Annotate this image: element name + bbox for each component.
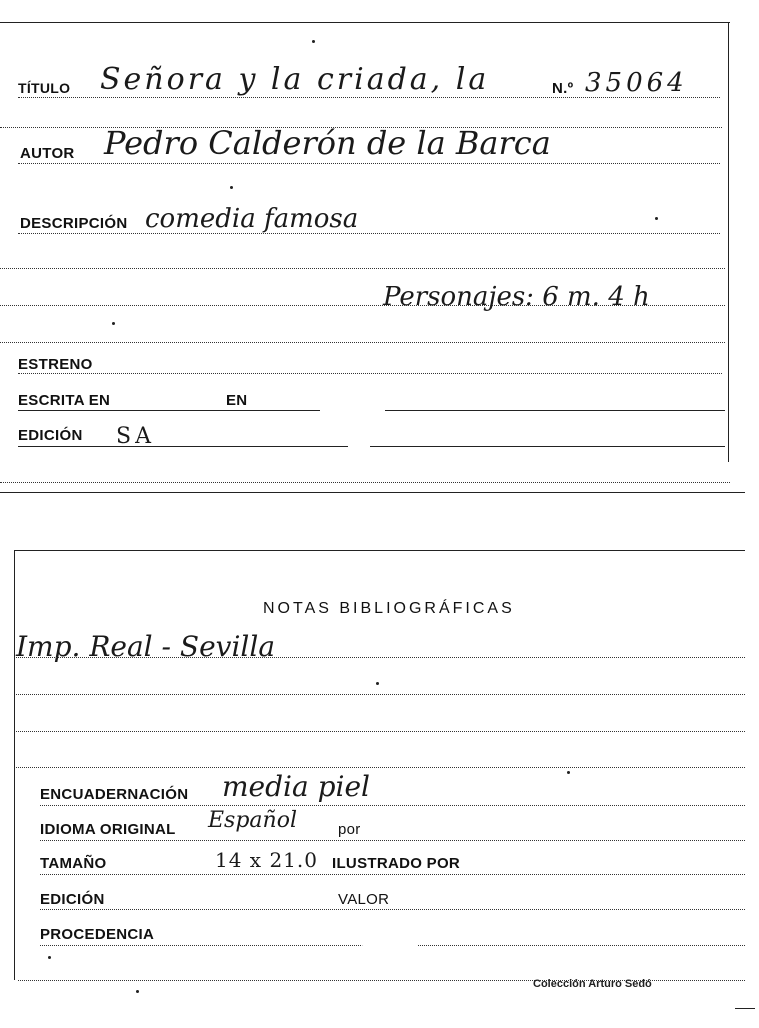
erased-spot [332, 388, 382, 442]
collection-footer: Colección Arturo Sedó [533, 978, 652, 990]
speck [230, 186, 233, 189]
speck [136, 990, 139, 993]
card2-left-border [14, 550, 15, 980]
edicion-label: EDICIÓN [18, 427, 83, 444]
encuadernacion-label: ENCUADERNACIÓN [40, 786, 189, 803]
tamano-value: 14 x 21.0 [215, 848, 318, 872]
idioma-value: Español [208, 808, 297, 833]
autor-label: AUTOR [20, 145, 75, 162]
titulo-label: TÍTULO [18, 80, 71, 96]
valor-label: VALOR [338, 891, 390, 908]
footer-tick [735, 1008, 755, 1009]
descripcion-rule [18, 233, 720, 234]
card1-bottom-border [0, 492, 745, 493]
speck [112, 322, 115, 325]
card1-bottom-rule [0, 482, 730, 483]
edicion2-rule [40, 909, 745, 910]
card2-top-border [14, 550, 745, 551]
blank-rule-2 [0, 305, 725, 306]
en-label: EN [226, 392, 248, 409]
estreno-rule [18, 373, 722, 374]
notas-rule-1 [16, 657, 745, 658]
notas-rule-2 [16, 694, 745, 695]
idioma-label: IDIOMA ORIGINAL [40, 821, 176, 838]
speck [376, 682, 379, 685]
descripcion-value: comedia famosa [145, 204, 359, 234]
personajes-value: Personajes: 6 m. 4 h [383, 282, 650, 312]
titulo-rule [18, 97, 720, 98]
erased-spot [360, 918, 420, 958]
numero-label: N.º [552, 80, 574, 97]
blank-rule-3 [0, 342, 725, 343]
ilustrado-label: ILUSTRADO POR [332, 855, 461, 872]
autor-rule [18, 163, 720, 164]
tamano-rule [40, 874, 745, 875]
estreno-label: ESTRENO [18, 356, 93, 373]
encuadernacion-rule [40, 805, 745, 806]
autor-value: Pedro Calderón de la Barca [104, 124, 551, 162]
por-label: por [338, 821, 361, 838]
autor-rule-2 [0, 127, 722, 128]
card1-right-border [728, 22, 729, 462]
procedencia-label: PROCEDENCIA [40, 926, 155, 943]
speck [567, 771, 570, 774]
notas-heading: NOTAS BIBLIOGRÁFICAS [263, 600, 515, 617]
notas-rule-3 [16, 731, 745, 732]
card1-top-border [0, 22, 730, 23]
numero-value: 35064 [585, 68, 688, 98]
speck [655, 217, 658, 220]
edicion-value: SA [116, 424, 155, 449]
speck [312, 40, 315, 43]
edicion2-label: EDICIÓN [40, 891, 105, 908]
speck [48, 956, 51, 959]
escrita-rule-left [18, 410, 320, 411]
encuadernacion-value: media piel [222, 770, 370, 803]
escrita-label: ESCRITA EN [18, 392, 111, 409]
tamano-label: TAMAÑO [40, 855, 107, 872]
escrita-rule-right [385, 410, 725, 411]
titulo-value: Señora y la criada, la [100, 62, 490, 97]
notas-value: Imp. Real - Sevilla [16, 630, 276, 663]
edicion-rule-right [370, 446, 725, 447]
idioma-rule [40, 840, 745, 841]
blank-rule-1 [0, 268, 725, 269]
edicion-rule [18, 446, 348, 447]
notas-rule-4 [16, 767, 745, 768]
descripcion-label: DESCRIPCIÓN [20, 215, 128, 232]
